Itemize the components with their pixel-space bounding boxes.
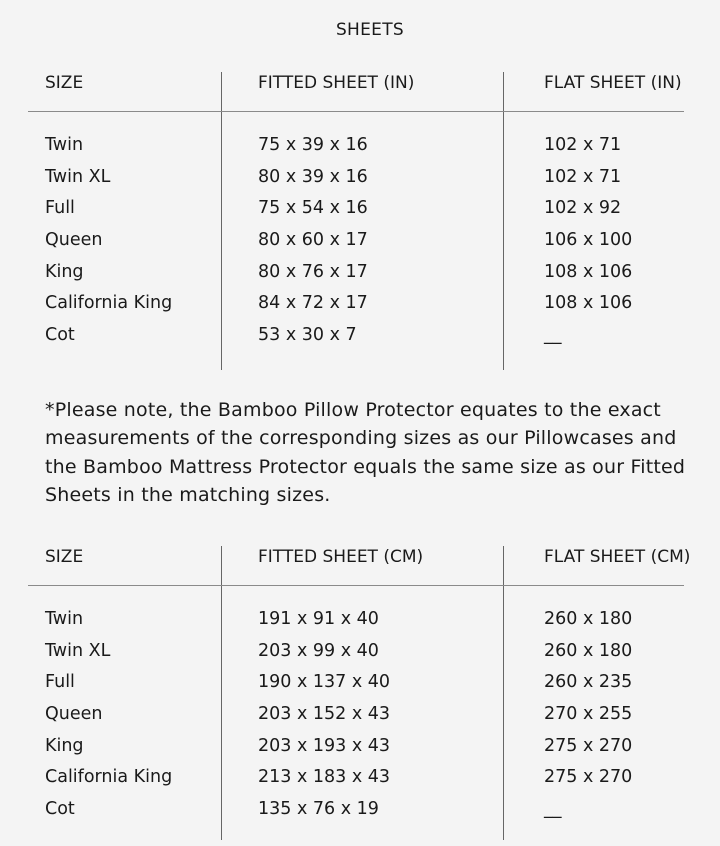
- cell-flat: 108 x 106: [544, 261, 633, 282]
- size-table-centimeters: [28, 546, 691, 846]
- cell-size: Queen: [45, 230, 103, 251]
- cell-fitted: 80 x 60 x 17: [258, 230, 368, 251]
- page-title: SHEETS: [335, 20, 405, 40]
- cell-size: Cot: [45, 325, 75, 346]
- header-fitted-sheet: FITTED SHEET (CM): [258, 547, 424, 567]
- cell-fitted: 80 x 39 x 16: [258, 166, 368, 187]
- table-row: [28, 293, 684, 325]
- cell-fitted: 53 x 30 x 7: [258, 325, 357, 346]
- cell-flat: 102 x 92: [544, 198, 622, 219]
- cell-flat: 260 x 180: [544, 640, 633, 661]
- header-divider: [28, 111, 684, 112]
- cell-flat: 260 x 235: [544, 672, 633, 693]
- cell-size: Full: [45, 672, 75, 693]
- cell-size: Twin: [45, 609, 84, 629]
- table-row: [28, 262, 684, 294]
- table-row: [28, 704, 684, 736]
- cell-fitted: 190 x 137 x 40: [258, 672, 391, 693]
- protector-size-note: *Please note, the Bamboo Pillow Protector equates to the exact measurements of the corresponding sizes as our Pillowcases and the Bamboo Mattress Protector equals the same size as our Fitted Sheets in the matching sizes.: [45, 399, 686, 506]
- table-body: [28, 609, 684, 831]
- cell-size: Full: [45, 198, 75, 219]
- table-row: [28, 641, 684, 673]
- cell-flat: __: [544, 799, 562, 820]
- cell-fitted: 203 x 193 x 43: [258, 735, 391, 756]
- header-flat-sheet: FLAT SHEET (IN): [544, 73, 682, 93]
- table-body: [28, 135, 684, 357]
- table-row: [28, 799, 684, 831]
- table-row: [28, 167, 684, 199]
- header-size: SIZE: [45, 547, 84, 567]
- cell-fitted: 203 x 99 x 40: [258, 640, 379, 661]
- table-row: [28, 609, 684, 641]
- cell-flat: 102 x 71: [544, 135, 622, 155]
- cell-fitted: 80 x 76 x 17: [258, 261, 368, 282]
- cell-flat: 102 x 71: [544, 166, 622, 187]
- header-fitted-sheet: FITTED SHEET (IN): [258, 73, 415, 93]
- cell-size: Queen: [45, 704, 103, 725]
- cell-flat: 260 x 180: [544, 609, 633, 629]
- header-divider: [28, 585, 684, 586]
- header-flat-sheet: FLAT SHEET (CM): [544, 547, 691, 567]
- cell-flat: 106 x 100: [544, 230, 633, 251]
- cell-size: King: [45, 735, 84, 756]
- header-size: SIZE: [45, 73, 84, 93]
- cell-fitted: 203 x 152 x 43: [258, 704, 391, 725]
- cell-size: Twin XL: [45, 166, 111, 187]
- cell-fitted: 135 x 76 x 19: [258, 799, 379, 820]
- cell-size: Twin: [45, 135, 84, 155]
- cell-flat: 275 x 270: [544, 767, 633, 788]
- table-row: [28, 135, 684, 167]
- table-row: [28, 230, 684, 262]
- cell-flat: 108 x 106: [544, 293, 633, 314]
- cell-size: California King: [45, 767, 173, 788]
- cell-size: Twin XL: [45, 640, 111, 661]
- cell-fitted: 191 x 91 x 40: [258, 609, 379, 629]
- table-row: [28, 325, 684, 357]
- cell-fitted: 75 x 39 x 16: [258, 135, 368, 155]
- cell-fitted: 84 x 72 x 17: [258, 293, 368, 314]
- cell-flat: __: [544, 325, 562, 346]
- cell-size: King: [45, 261, 84, 282]
- cell-fitted: 75 x 54 x 16: [258, 198, 368, 219]
- cell-fitted: 213 x 183 x 43: [258, 767, 391, 788]
- table-row: [28, 767, 684, 799]
- table-row: [28, 736, 684, 768]
- cell-flat: 275 x 270: [544, 735, 633, 756]
- size-table-inches: [28, 72, 684, 372]
- table-row: [28, 198, 684, 230]
- cell-flat: 270 x 255: [544, 704, 633, 725]
- cell-size: Cot: [45, 799, 75, 820]
- cell-size: California King: [45, 293, 173, 314]
- table-row: [28, 672, 684, 704]
